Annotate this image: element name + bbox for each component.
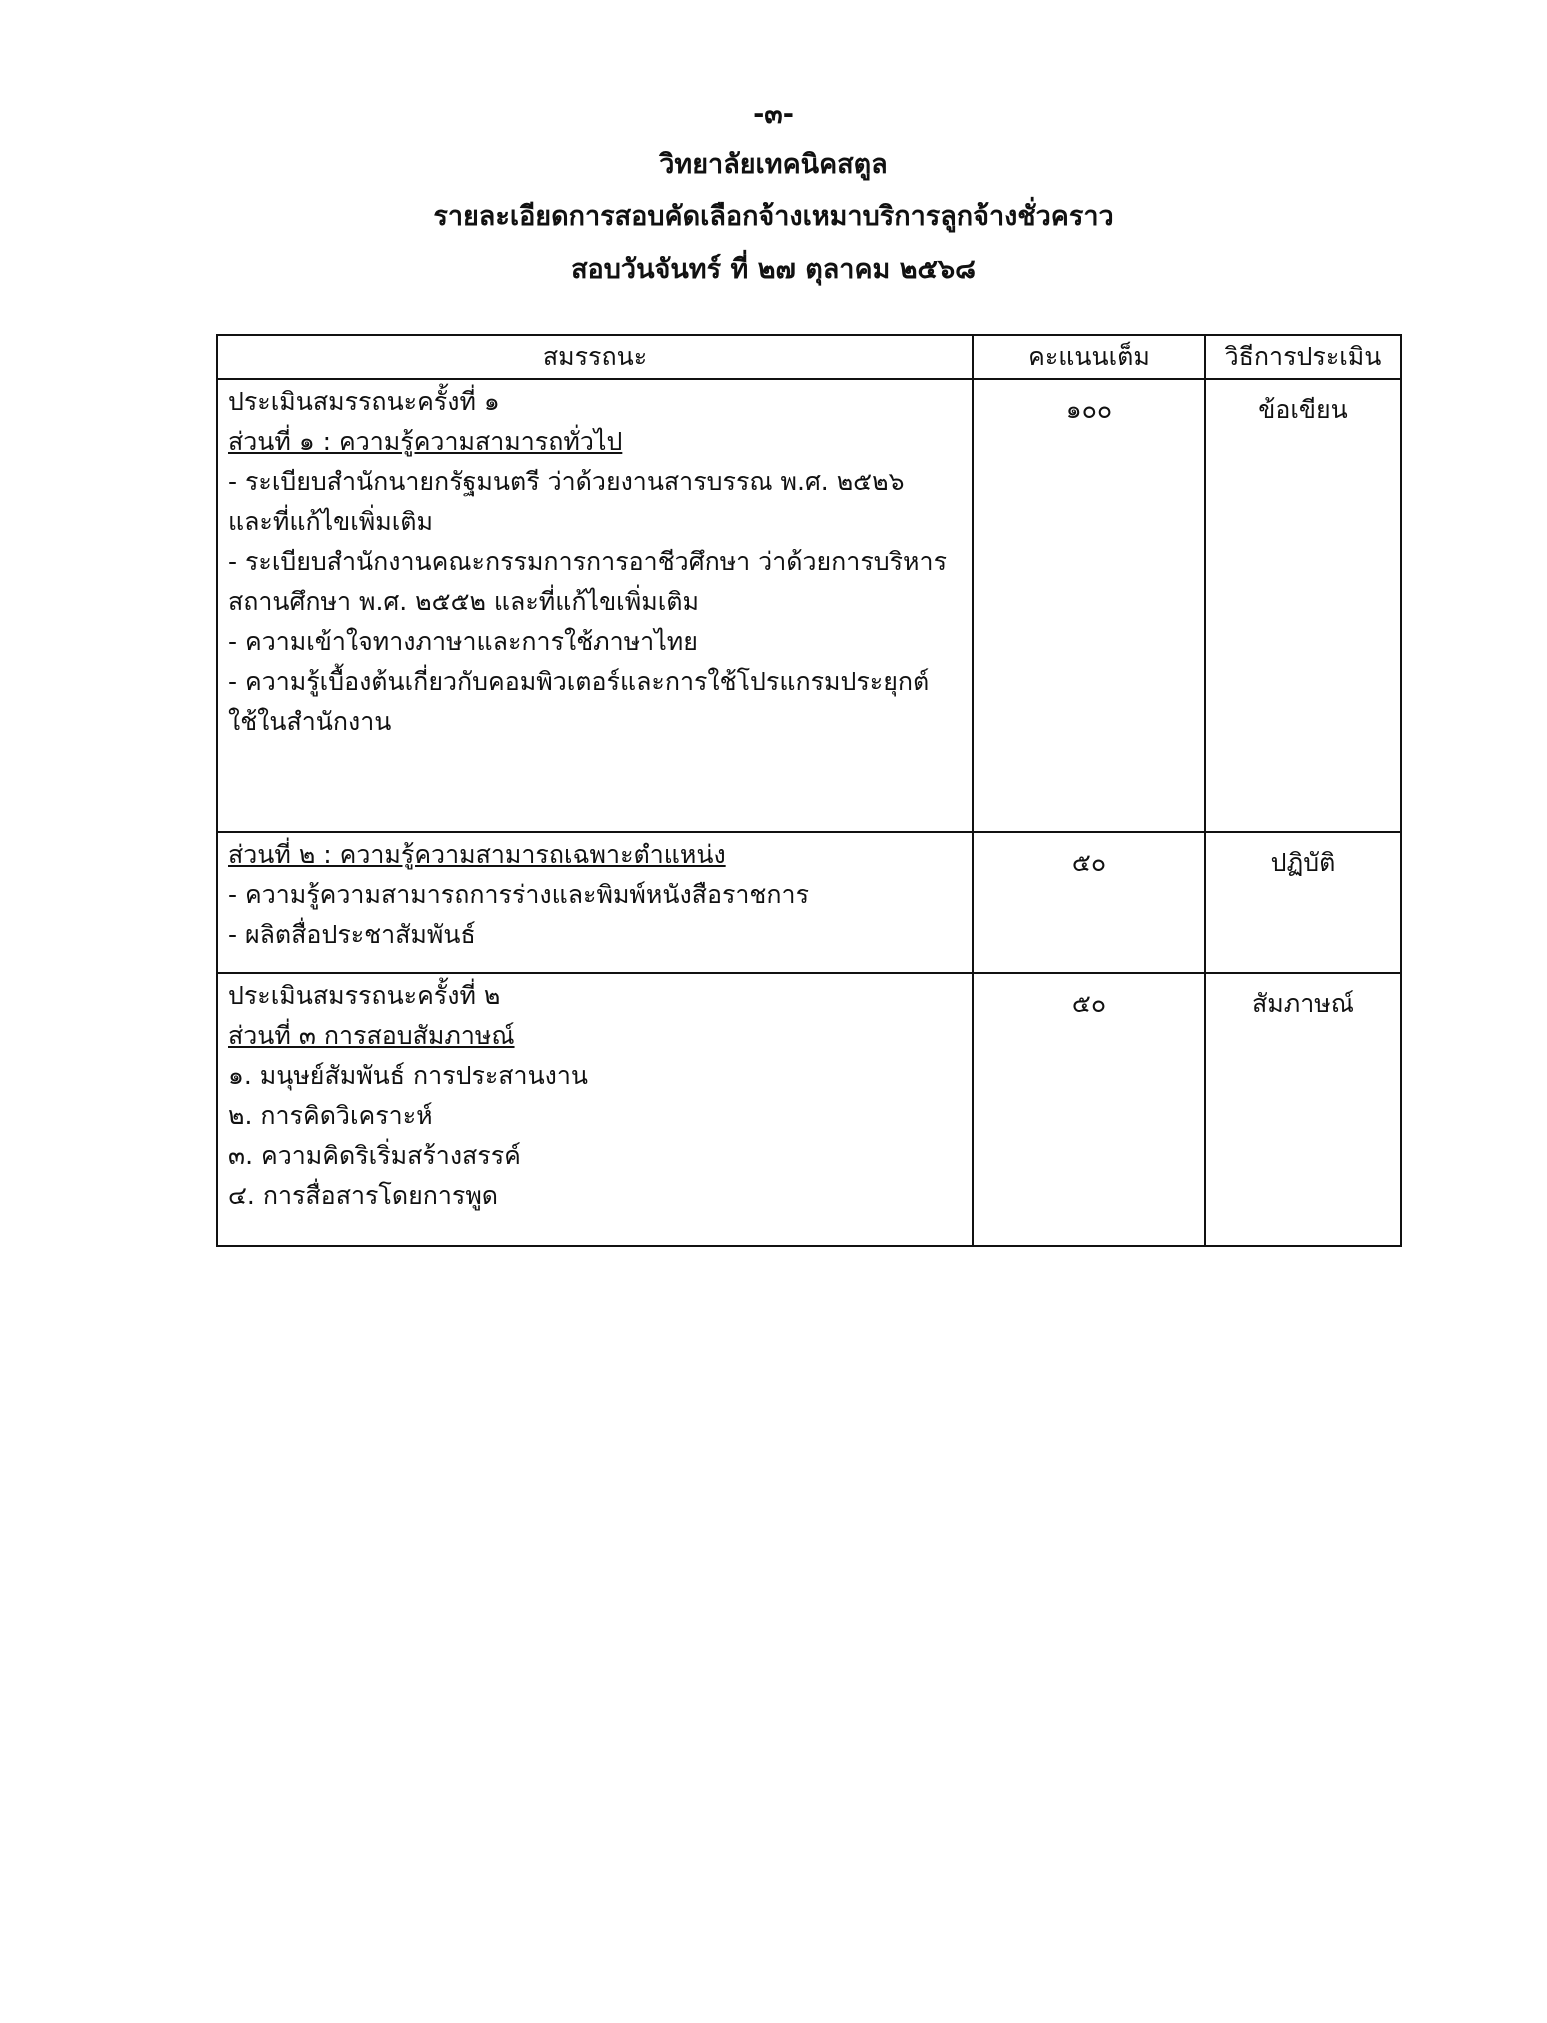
list-item: ๓. ความคิดริเริ่มสร้างสรรค์ [228, 1141, 521, 1170]
assessment-round-title: ประเมินสมรรถนะครั้งที่ ๒ [228, 981, 501, 1010]
section-title: ส่วนที่ ๑ : ความรู้ความสามารถทั่วไป [228, 427, 623, 456]
competency-cell [217, 832, 973, 973]
table-row [217, 832, 1401, 973]
section-title: ส่วนที่ ๒ : ความรู้ความสามารถเฉพาะตำแหน่ง [228, 840, 726, 869]
list-item: - ความรู้ความสามารถการร่างและพิมพ์หนังสือราชการ [228, 880, 809, 909]
list-item: - ระเบียบสำนักนายกรัฐมนตรี ว่าด้วยงานสารบรรณ พ.ศ. ๒๕๒๖ [228, 467, 905, 496]
header-competency: สมรรถนะ [217, 335, 973, 379]
list-item: ๒. การคิดวิเคราะห์ [228, 1101, 433, 1130]
section-title: ส่วนที่ ๓ การสอบสัมภาษณ์ [228, 1021, 515, 1050]
list-item: ๑. มนุษย์สัมพันธ์ การประสานงาน [228, 1061, 589, 1090]
table-row [217, 973, 1401, 1246]
list-item-continuation: และที่แก้ไขเพิ่มเติม [228, 507, 434, 536]
score-cell: ๑๐๐ [973, 379, 1205, 832]
method-cell: สัมภาษณ์ [1205, 973, 1401, 1246]
competency-table [216, 334, 1402, 1247]
exam-date: สอบวันจันทร์ ที่ ๒๗ ตุลาคม ๒๕๖๘ [571, 254, 976, 285]
header-full-score: คะแนนเต็ม [973, 335, 1205, 379]
list-item: - ผลิตสื่อประชาสัมพันธ์ [228, 920, 476, 949]
list-item: ๔. การสื่อสารโดยการพูด [228, 1181, 499, 1210]
list-item: - ความเข้าใจทางภาษาและการใช้ภาษาไทย [228, 627, 698, 656]
method-cell: ข้อเขียน [1205, 379, 1401, 832]
table-row [217, 379, 1401, 832]
competency-cell [217, 379, 973, 832]
list-item-continuation: ใช้ในสำนักงาน [228, 707, 392, 736]
college-name: วิทยาลัยเทคนิคสตูล [659, 149, 888, 180]
list-item: - ความรู้เบื้องต้นเกี่ยวกับคอมพิวเตอร์และการใช้โปรแกรมประยุกต์ [228, 667, 930, 696]
competency-cell [217, 973, 973, 1246]
score-cell: ๕๐ [973, 973, 1205, 1246]
page-number: -๓- [753, 99, 794, 130]
document-title: รายละเอียดการสอบคัดเลือกจ้างเหมาบริการลูกจ้างชั่วคราว [433, 201, 1114, 232]
table-header-row [217, 335, 1401, 379]
list-item: - ระเบียบสำนักงานคณะกรรมการการอาชีวศึกษา ว่าด้วยการบริหาร [228, 547, 948, 576]
list-item-continuation: สถานศึกษา พ.ศ. ๒๕๕๒ และที่แก้ไขเพิ่มเติม [228, 587, 699, 616]
method-cell: ปฏิบัติ [1205, 832, 1401, 973]
score-cell: ๕๐ [973, 832, 1205, 973]
assessment-round-title: ประเมินสมรรถนะครั้งที่ ๑ [228, 387, 500, 416]
header-method: วิธีการประเมิน [1205, 335, 1401, 379]
